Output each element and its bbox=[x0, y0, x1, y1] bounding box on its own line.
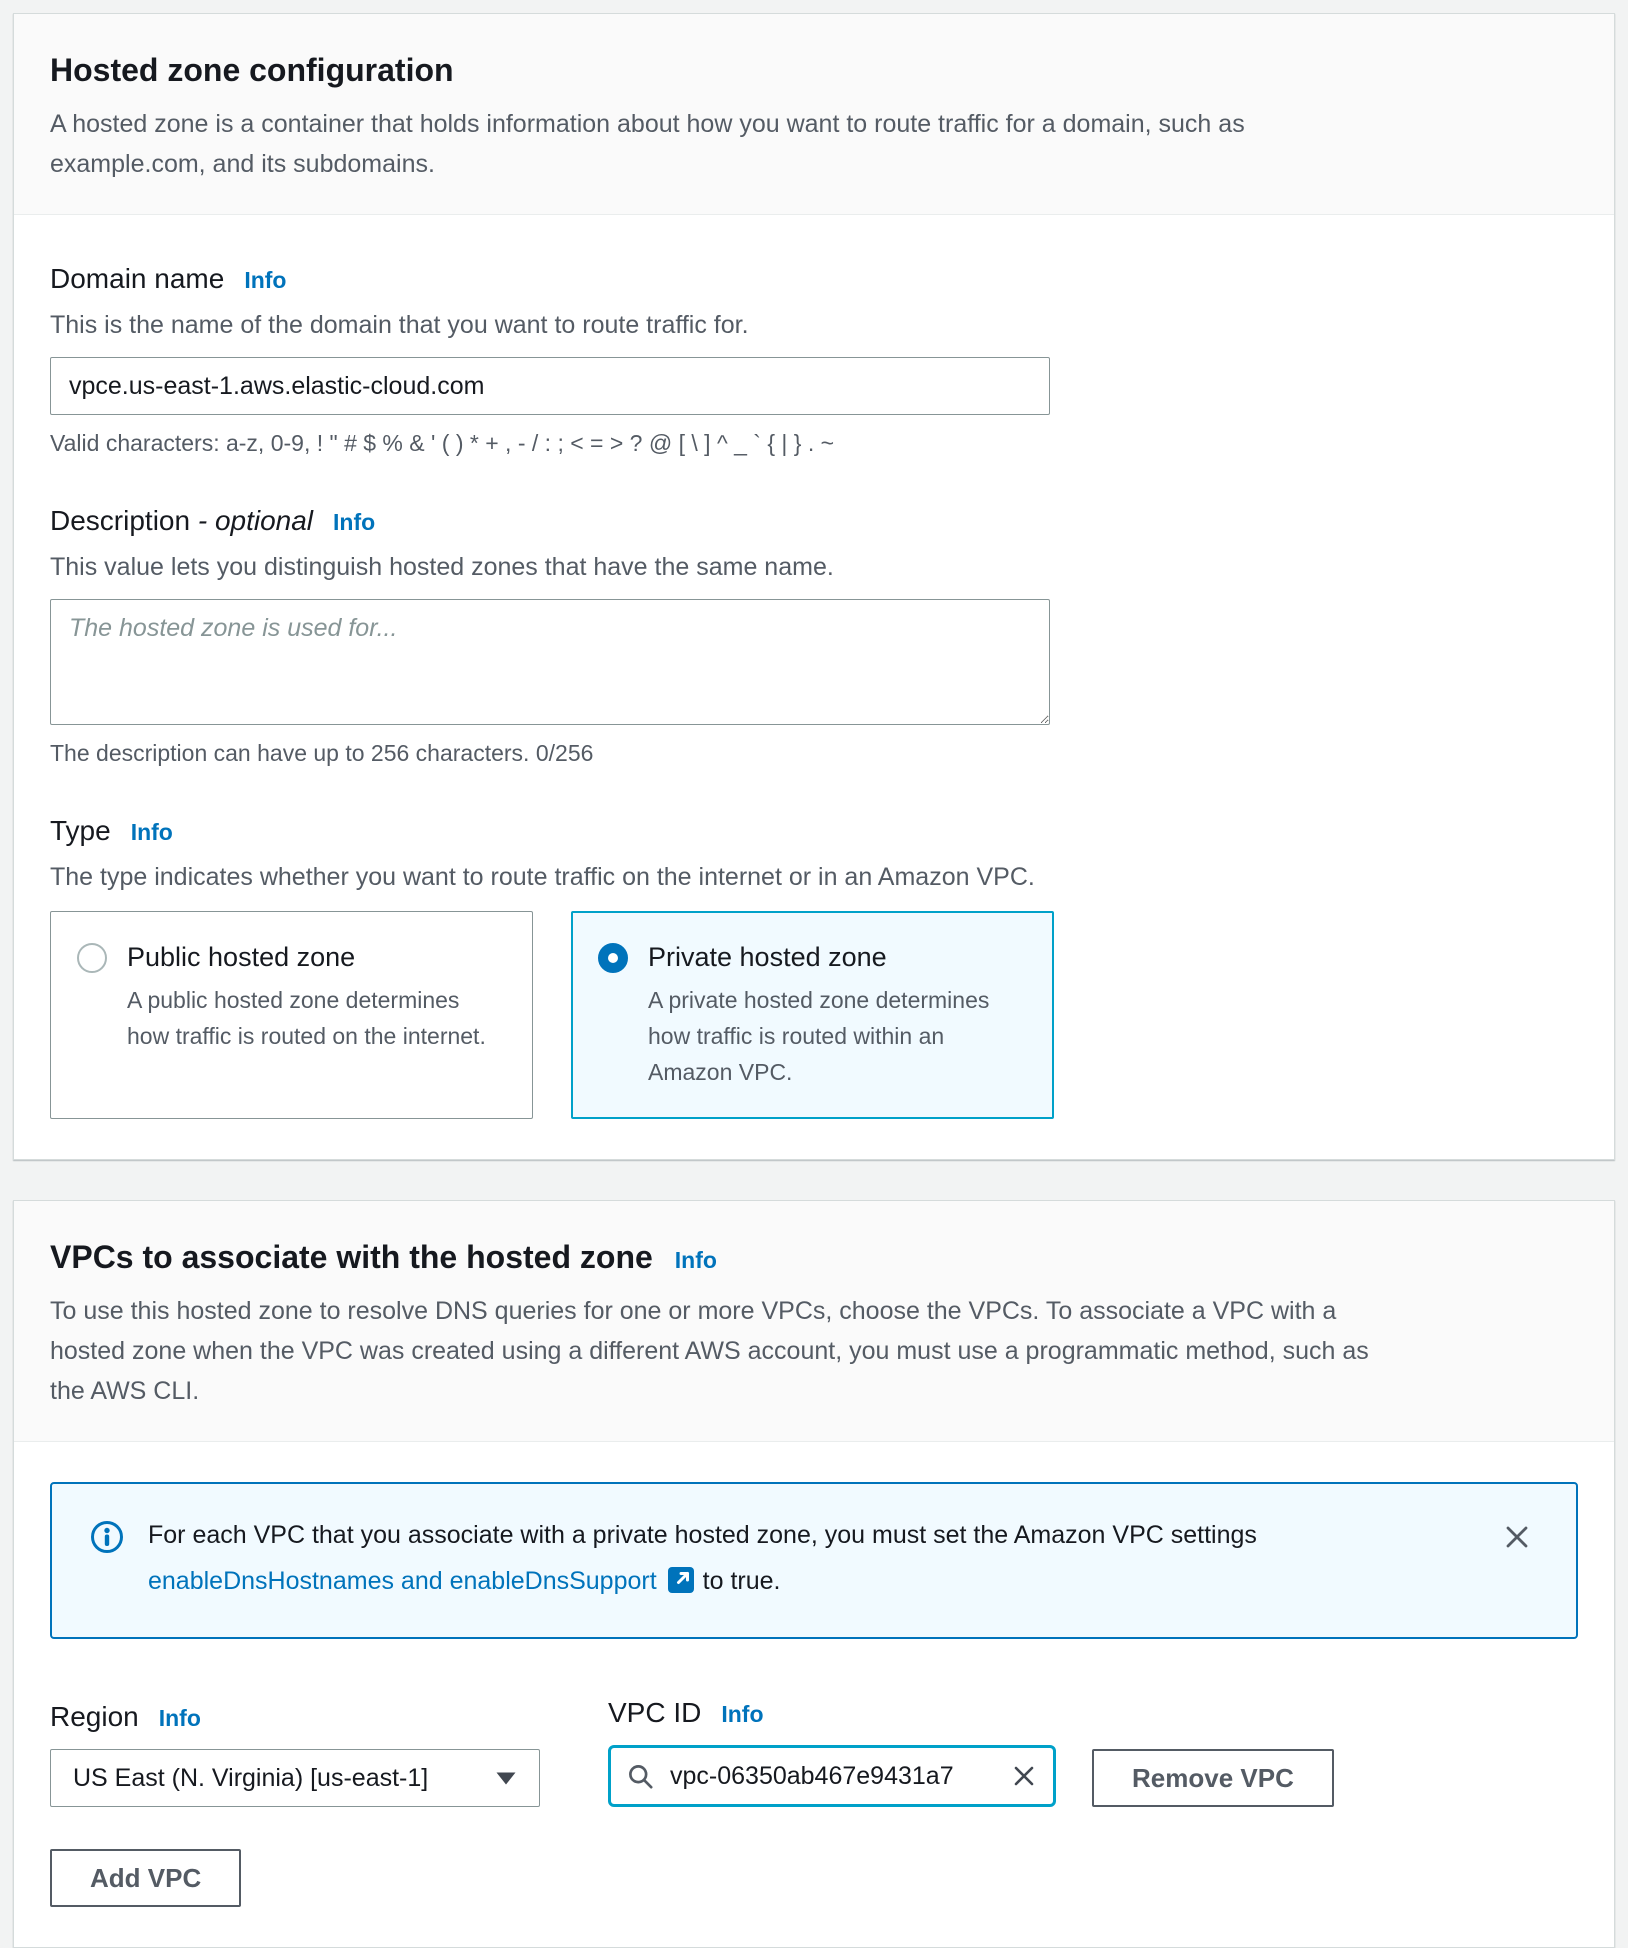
caret-down-icon bbox=[495, 1771, 517, 1786]
description-info-link[interactable]: Info bbox=[333, 509, 376, 535]
type-option-private-title: Private hosted zone bbox=[648, 942, 887, 972]
hosted-zone-configuration-header bbox=[14, 14, 1614, 215]
domain-name-input[interactable] bbox=[50, 357, 1050, 415]
type-info-link[interactable]: Info bbox=[130, 819, 173, 845]
type-option-private-description: A private hosted zone determines how traffic is routed within an Amazon VPC. bbox=[648, 987, 990, 1085]
vpc-association-header bbox=[14, 1201, 1614, 1442]
vpc-id-info-link[interactable]: Info bbox=[721, 1701, 764, 1727]
alert-text bbox=[148, 1512, 1257, 1609]
search-icon bbox=[627, 1763, 654, 1790]
alert-line-2-suffix: to true. bbox=[702, 1567, 781, 1595]
region-info-link[interactable]: Info bbox=[158, 1705, 201, 1731]
hosted-zone-configuration-body bbox=[14, 215, 1614, 1159]
alert-close-icon[interactable] bbox=[1502, 1522, 1532, 1555]
type-option-public-description: A public hosted zone determines how traffic is routed on the internet. bbox=[127, 987, 486, 1049]
domain-name-constraint: Valid characters: a-z, 0-9, ! " # $ % & ' ( ) * + , - / : ; < = > ? @ [ \ ] ^ _ ` { | } . ~ bbox=[50, 430, 835, 456]
type-option-public-hosted-zone[interactable] bbox=[50, 911, 533, 1119]
vpc-association-description: To use this hosted zone to resolve DNS queries for one or more VPCs, choose the VPCs. To associate a VPC with a hosted zone when the VPC was created using a different AWS account, you must use a programmatic method, such as the AWS CLI. bbox=[50, 1297, 1369, 1405]
type-options bbox=[50, 911, 1578, 1119]
vpc-id-search-box[interactable] bbox=[608, 1745, 1056, 1807]
vpc-id-input[interactable] bbox=[668, 1761, 997, 1792]
region-label: Region bbox=[50, 1701, 139, 1732]
alert-line-2 bbox=[148, 1558, 1257, 1609]
radio-unchecked-icon[interactable] bbox=[77, 943, 107, 973]
description-constraint: The description can have up to 256 characters. 0/256 bbox=[50, 740, 594, 766]
type-option-public-text bbox=[127, 940, 506, 1054]
info-circle-icon bbox=[90, 1520, 124, 1559]
remove-vpc-button[interactable]: Remove VPC bbox=[1092, 1749, 1334, 1807]
hosted-zone-configuration-title: Hosted zone configuration bbox=[50, 52, 454, 88]
external-link-icon[interactable] bbox=[667, 1563, 695, 1609]
add-vpc-button[interactable]: Add VPC bbox=[50, 1849, 241, 1907]
type-option-public-title: Public hosted zone bbox=[127, 942, 356, 972]
vpc-association-panel bbox=[13, 1200, 1615, 1948]
description-field bbox=[50, 503, 1578, 769]
description-optional-suffix: - optional bbox=[197, 505, 314, 536]
domain-name-field bbox=[50, 261, 1578, 459]
description-label: Description - optional bbox=[50, 505, 314, 536]
alert-line-1: For each VPC that you associate with a private hosted zone, you must set the Amazon VPC settings bbox=[148, 1521, 1257, 1549]
region-selected-option: US East (N. Virginia) [us-east-1] bbox=[73, 1763, 429, 1792]
type-field bbox=[50, 813, 1578, 1119]
domain-name-description: This is the name of the domain that you want to route traffic for. bbox=[50, 311, 749, 339]
description-textarea[interactable] bbox=[50, 599, 1050, 725]
region-field bbox=[50, 1699, 540, 1807]
type-option-private-hosted-zone[interactable] bbox=[571, 911, 1054, 1119]
type-label: Type bbox=[50, 815, 111, 846]
vpc-row bbox=[50, 1695, 1578, 1807]
vpc-association-body bbox=[14, 1442, 1614, 1947]
type-description: The type indicates whether you want to route traffic on the internet or in an Amazon VPC. bbox=[50, 863, 1035, 891]
domain-name-label: Domain name bbox=[50, 263, 225, 294]
hosted-zone-configuration-description: A hosted zone is a container that holds information about how you want to route traffic for a domain, such as example.com, and its subdomains. bbox=[50, 110, 1245, 178]
vpc-association-info-link[interactable]: Info bbox=[674, 1247, 717, 1273]
description-description: This value lets you distinguish hosted zones that have the same name. bbox=[50, 553, 834, 581]
hosted-zone-configuration-panel bbox=[13, 13, 1615, 1160]
enable-dns-settings-link[interactable]: enableDnsHostnames and enableDnsSupport bbox=[148, 1567, 657, 1595]
radio-checked-icon[interactable] bbox=[598, 943, 628, 973]
vpc-association-title: VPCs to associate with the hosted zone bbox=[50, 1239, 653, 1275]
domain-name-info-link[interactable]: Info bbox=[244, 267, 287, 293]
type-option-private-text bbox=[648, 940, 1027, 1090]
vpc-settings-info-alert bbox=[50, 1482, 1578, 1639]
clear-input-icon[interactable] bbox=[1011, 1763, 1037, 1789]
vpc-id-field bbox=[608, 1695, 1056, 1807]
region-select[interactable] bbox=[50, 1749, 540, 1807]
vpc-id-label: VPC ID bbox=[608, 1697, 702, 1728]
